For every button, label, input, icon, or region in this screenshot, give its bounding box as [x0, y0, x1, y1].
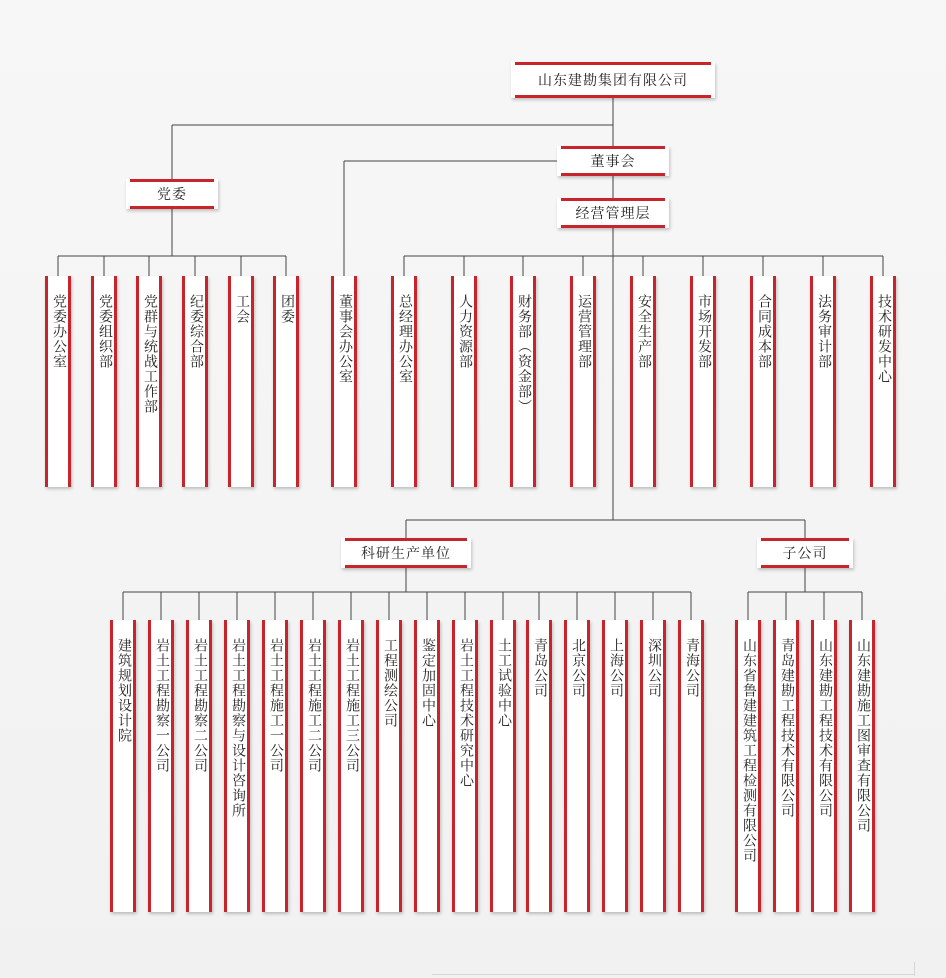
unit-label: 青岛公司: [532, 638, 548, 698]
dept-label: 财务部（资金部）: [516, 294, 532, 414]
unit-label: 工程测绘公司: [382, 638, 398, 728]
footer-divider: [432, 974, 914, 975]
unit-design-institute: [110, 620, 136, 912]
unit-construction-1: [262, 620, 288, 912]
dept-label: 人力资源部: [457, 294, 473, 369]
dept-label: 总经理办公室: [397, 294, 413, 384]
dept-rnd-center: [870, 276, 896, 487]
dept-marketing: [690, 276, 716, 487]
unit-beijing: [564, 620, 590, 912]
dept-discipline: [182, 276, 208, 487]
node-management: 经营管理层: [557, 198, 669, 228]
unit-qingdao: [526, 620, 552, 912]
unit-soil-testing: [490, 620, 516, 912]
subsidiary-shandong-tech: [811, 620, 837, 912]
subsidiary-drawing-review: [849, 620, 875, 912]
dept-united-front: [136, 276, 162, 487]
subsidiary-qingdao-tech: [773, 620, 799, 912]
dept-union: [228, 276, 254, 487]
unit-label: 岩土工程施工二公司: [306, 638, 322, 773]
footer-tick: [914, 962, 915, 976]
unit-appraisal-reinforcement: [414, 620, 440, 912]
unit-label: 岩土工程技术研究中心: [458, 638, 474, 788]
unit-label: 鉴定加固中心: [420, 638, 436, 728]
node-board: 董事会: [557, 146, 669, 176]
dept-label: 党群与统战工作部: [142, 294, 158, 414]
dept-gm-office: [391, 276, 417, 487]
dept-youth-league: [273, 276, 299, 487]
dept-label: 纪委综合部: [188, 294, 204, 369]
unit-label: 深圳公司: [646, 638, 662, 698]
subsidiary-shandong-testing: [735, 620, 761, 912]
unit-label: 岩土工程勘察二公司: [192, 638, 208, 773]
dept-board-office: [331, 276, 357, 487]
subsidiary-label: 山东省鲁建建筑工程检测有限公司: [741, 638, 757, 863]
unit-survey-2: [186, 620, 212, 912]
node-root: 山东建勘集团有限公司: [511, 62, 715, 98]
unit-label: 建筑规划设计院: [116, 638, 132, 743]
node-subsidiaries: 子公司: [757, 538, 853, 568]
dept-label: 市场开发部: [696, 294, 712, 369]
unit-label: 北京公司: [570, 638, 586, 698]
subsidiary-label: 山东建勘施工图审查有限公司: [855, 638, 871, 833]
unit-qinghai: [678, 620, 704, 912]
unit-survey-1: [148, 620, 174, 912]
dept-legal-audit: [810, 276, 836, 487]
unit-label: 岩土工程勘察一公司: [154, 638, 170, 773]
dept-label: 合同成本部: [756, 294, 772, 369]
dept-label: 团委: [279, 294, 295, 324]
dept-finance: [510, 276, 536, 487]
dept-label: 党委组织部: [97, 294, 113, 369]
dept-label: 董事会办公室: [337, 294, 353, 384]
dept-label: 技术研发中心: [876, 294, 892, 384]
unit-label: 岩土工程勘察与设计咨询所: [230, 638, 246, 818]
unit-geotech-research: [452, 620, 478, 912]
dept-party-organization: [91, 276, 117, 487]
dept-label: 法务审计部: [816, 294, 832, 369]
dept-safety: [630, 276, 656, 487]
dept-label: 安全生产部: [636, 294, 652, 369]
node-party-committee: 党委: [126, 179, 218, 209]
unit-construction-2: [300, 620, 326, 912]
dept-label: 运营管理部: [576, 294, 592, 369]
unit-shanghai: [602, 620, 628, 912]
unit-label: 岩土工程施工一公司: [268, 638, 284, 773]
dept-hr: [451, 276, 477, 487]
node-research-production: 科研生产单位: [341, 538, 471, 568]
unit-label: 岩土工程施工三公司: [344, 638, 360, 773]
unit-label: 上海公司: [608, 638, 624, 698]
subsidiary-label: 山东建勘工程技术有限公司: [817, 638, 833, 818]
unit-label: 土工试验中心: [496, 638, 512, 728]
subsidiary-label: 青岛建勘工程技术有限公司: [779, 638, 795, 818]
dept-label: 党委办公室: [51, 294, 67, 369]
dept-operations: [570, 276, 596, 487]
dept-label: 工会: [234, 294, 250, 324]
unit-construction-3: [338, 620, 364, 912]
unit-surveying-mapping: [376, 620, 402, 912]
unit-label: 青海公司: [684, 638, 700, 698]
dept-party-office: [45, 276, 71, 487]
dept-contract-cost: [750, 276, 776, 487]
unit-shenzhen: [640, 620, 666, 912]
unit-survey-design-consult: [224, 620, 250, 912]
